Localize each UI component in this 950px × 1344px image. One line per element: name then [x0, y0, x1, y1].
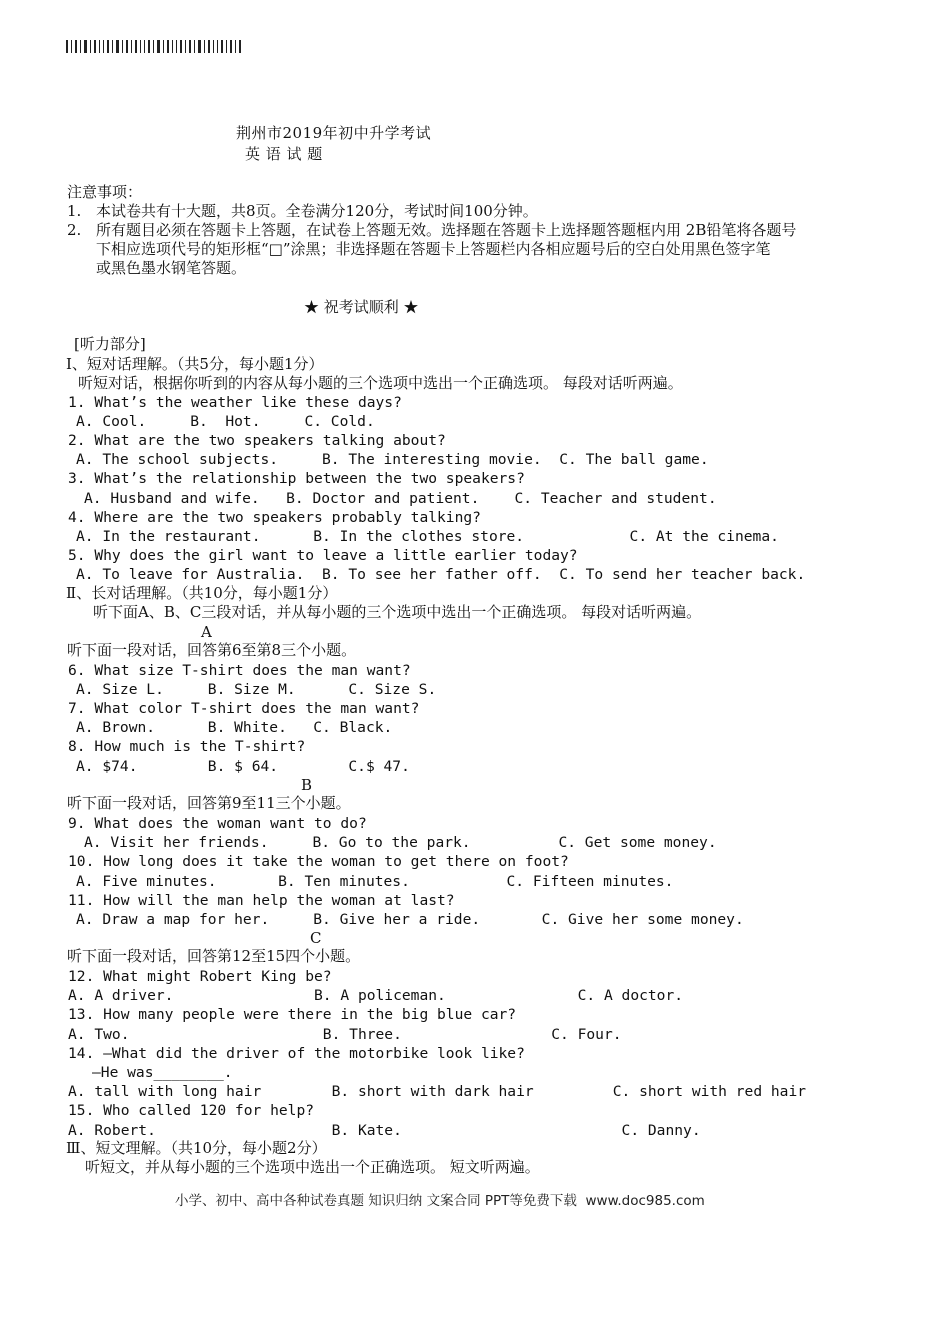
question-3: 3. What’s the relationship between the two speakers?: [68, 470, 525, 487]
notice-item-1: 本试卷共有十大题，共8页。全卷满分120分，考试时间100分钟。: [96, 202, 538, 220]
question-13: 13. How many people were there in the big blue car?: [68, 1006, 517, 1023]
question-15-options: A. Robert. B. Kate. C. Danny.: [68, 1122, 701, 1139]
question-5-options: A. To leave for Australia. B. To see her father off. C. To send her teacher back.: [76, 566, 806, 583]
question-10: 10. How long does it take the woman to get there on foot?: [68, 853, 569, 870]
question-5: 5. Why does the girl want to leave a little earlier today?: [68, 547, 578, 564]
notice-item-2-line-3: 或黑色墨水钢笔答题。: [96, 259, 247, 277]
dialogue-c-intro: 听下面一段对话，回答第12至15四个小题。: [67, 947, 361, 965]
part-1-instruction: 听短对话，根据你听到的内容从每小题的三个选项中选出一个正确选项。 每段对话听两遍。: [78, 374, 683, 392]
question-1: 1. What’s the weather like these days?: [68, 394, 402, 411]
part-3-instruction: 听短文，并从每小题的三个选项中选出一个正确选项。 短文听两遍。: [85, 1158, 540, 1176]
question-12: 12. What might Robert King be?: [68, 968, 332, 985]
listening-section-label: [听力部分]: [74, 335, 146, 353]
question-10-options: A. Five minutes. B. Ten minutes. C. Fifteen minutes.: [76, 873, 674, 890]
exam-title: 荆州市2019年初中升学考试: [236, 124, 432, 142]
question-8: 8. How much is the T-shirt?: [68, 738, 306, 755]
question-15: 15. Who called 120 for help?: [68, 1102, 315, 1119]
dialogue-a-label: A: [201, 623, 212, 641]
part-1-heading: Ⅰ、短对话理解。（共5分，每小题1分）: [66, 355, 324, 373]
question-9-options: A. Visit her friends. B. Go to the park. C. Get some money.: [84, 834, 717, 851]
page-footer: 小学、初中、高中各种试卷真题 知识归纳 文案合同 PPT等免费下载 www.doc985.com: [175, 1193, 705, 1209]
question-4-options: A. In the restaurant. B. In the clothes store. C. At the cinema.: [76, 528, 779, 545]
dialogue-c-label: C: [310, 929, 322, 947]
question-3-options: A. Husband and wife. B. Doctor and patient. C. Teacher and student.: [84, 490, 717, 507]
part-2-instruction: 听下面A、B、C三段对话，并从每小题的三个选项中选出一个正确选项。 每段对话听两遍。: [93, 603, 702, 621]
notice-heading: 注意事项：: [67, 183, 143, 201]
question-14-options: A. tall with long hair B. short with dark hair C. short with red hair: [68, 1083, 807, 1100]
notice-item-2-number: 2.: [67, 221, 82, 239]
dialogue-b-label: B: [301, 776, 313, 794]
question-13-options: A. Two. B. Three. C. Four.: [68, 1026, 622, 1043]
question-4: 4. Where are the two speakers probably talking?: [68, 509, 481, 526]
question-8-options: A. $74. B. $ 64. C.$ 47.: [76, 758, 410, 775]
part-2-heading: Ⅱ、长对话理解。（共10分，每小题1分）: [66, 584, 338, 602]
notice-item-2-line-2: 下相应选项代号的矩形框“□”涂黑；非选择题在答题卡上答题栏内各相应题号后的空白处用黑色签字笔: [96, 240, 771, 258]
question-7: 7. What color T-shirt does the man want?: [68, 700, 420, 717]
question-14-answer-line: —He was________.: [92, 1064, 233, 1081]
question-12-options: A. A driver. B. A policeman. C. A doctor.: [68, 987, 684, 1004]
question-6-options: A. Size L. B. Size M. C. Size S.: [76, 681, 437, 698]
question-14: 14. —What did the driver of the motorbike look like?: [68, 1045, 525, 1062]
dialogue-a-intro: 听下面一段对话，回答第6至第8三个小题。: [67, 641, 357, 659]
question-2: 2. What are the two speakers talking about?: [68, 432, 446, 449]
question-11-options: A. Draw a map for her. B. Give her a ride. C. Give her some money.: [76, 911, 744, 928]
part-3-heading: Ⅲ、短文理解。（共10分，每小题2分）: [66, 1139, 327, 1157]
notice-item-2-line-1: 所有题目必须在答题卡上答题，在试卷上答题无效。选择题在答题卡上选择题答题框内用 2B铅笔将各题号: [96, 221, 797, 239]
question-1-options: A. Cool. B. Hot. C. Cold.: [76, 413, 375, 430]
question-9: 9. What does the woman want to do?: [68, 815, 367, 832]
dialogue-b-intro: 听下面一段对话，回答第9至11三个小题。: [67, 794, 351, 812]
question-6: 6. What size T-shirt does the man want?: [68, 662, 411, 679]
notice-item-1-number: 1.: [67, 202, 82, 220]
question-11: 11. How will the man help the woman at last?: [68, 892, 455, 909]
good-luck-wish: ★ 祝考试顺利 ★: [304, 298, 419, 316]
exam-subtitle: 英 语 试 题: [245, 145, 323, 163]
question-7-options: A. Brown. B. White. C. Black.: [76, 719, 393, 736]
question-2-options: A. The school subjects. B. The interesting movie. C. The ball game.: [76, 451, 709, 468]
barcode-mark: [66, 40, 241, 53]
